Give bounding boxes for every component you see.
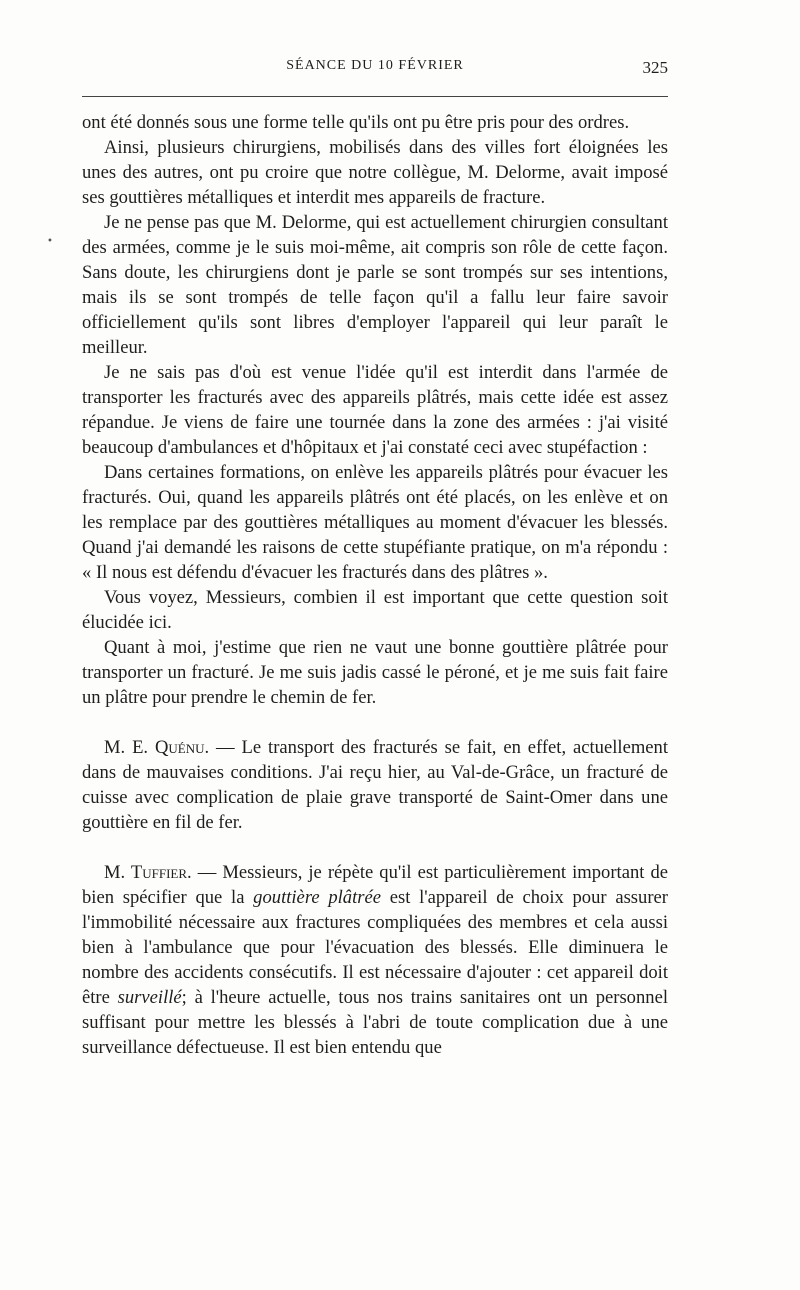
running-title: SÉANCE DU 10 FÉVRIER	[286, 58, 464, 73]
tuffier-text-c: ; à l'heure actuelle, tous nos trains sanitaires ont un personnel suffisant pour mettre les blessés à l'abri de toute complication due à une surveillance défectueuse. Il est bien entendu que	[82, 987, 668, 1058]
tuffier-paragraph	[82, 860, 668, 1060]
paragraph-5: Dans certaines formations, on enlève les appareils plâtrés pour évacuer les fracturés. Oui, quand les appareils plâtrés ont été placés, on les enlève et on les remplace par des gouttières métalliques au moment d'évacuer les blessés. Quand j'ai demandé les raisons de cette stupéfiante pratique, on m'a répondu : « Il nous est défendu d'évacuer les fracturés dans des plâtres ».	[82, 462, 668, 583]
tuffier-text-b: est l'appareil de choix pour assurer l'immobilité nécessaire aux fractures compliquées des membres et cela aussi bien à l'ambulance que pour l'évacuation des blessés. Elle diminuera le nombre des accidents consécutifs. Il est nécessaire d'ajouter : cet appareil doit être	[82, 887, 668, 1008]
quenu-paragraph	[82, 735, 668, 835]
paragraph-1: ont été donnés sous une forme telle qu'ils ont pu être pris pour des ordres.	[82, 112, 630, 133]
margin-dot: •	[47, 236, 53, 247]
tuffier-emphasis-surveille: surveillé	[117, 987, 182, 1008]
paragraph-6: Vous voyez, Messieurs, combien il est important que cette question soit élucidée ici.	[82, 587, 668, 633]
speaker-tuffier: M. Tuffier.	[104, 862, 192, 883]
running-head	[82, 58, 668, 82]
paragraph-3: Je ne pense pas que M. Delorme, qui est actuellement chirurgien consultant des armées, comme je le suis moi-même, ait compris son rôle de cette façon. Sans doute, les chirurgiens dont je parle se sont trompés sur ses intentions, mais ils se sont trompés de telle façon qu'il a fallu leur faire savoir officiellement qu'ils sont libres d'employer l'appareil qui leur paraît le meilleur.	[82, 212, 668, 358]
paragraph-7: Quant à moi, j'estime que rien ne vaut une bonne gouttière plâtrée pour transporter un fracturé. Je me suis jadis cassé le péroné, et je me suis fait faire un plâtre pour prendre le chemin de fer.	[82, 637, 668, 708]
paragraph-2: Ainsi, plusieurs chirurgiens, mobilisés dans des villes fort éloignées les unes des autres, ont pu croire que notre collègue, M. Delorme, avait imposé ses gouttières métalliques et interdit mes appareils de fracture.	[82, 137, 668, 208]
header-rule	[82, 96, 668, 97]
speaker-quenu: M. E. Quénu.	[104, 737, 210, 758]
tuffier-emphasis-gouttiere: gouttière plâtrée	[253, 887, 381, 908]
quenu-text: — Le transport des fracturés se fait, en effet, actuellement dans de mauvaises conditions. J'ai reçu hier, au Val-de-Grâce, un fracturé de cuisse avec complication de plaie grave transporté de Saint-Omer dans une gouttière en fil de fer.	[82, 737, 668, 833]
body-text	[82, 110, 668, 1060]
paragraph-4: Je ne sais pas d'où est venue l'idée qu'il est interdit dans l'armée de transporter les fracturés avec des appareils plâtrés, mais cette idée est assez répandue. Je viens de faire une tournée dans la zone des armées : j'ai visité beaucoup d'ambulances et d'hôpitaux et j'ai constaté ceci avec stupéfaction :	[82, 362, 668, 458]
tuffier-text-a: — Messieurs, je répète qu'il est particulièrement important de bien spécifier que la	[82, 862, 668, 908]
page-number: 325	[642, 58, 668, 77]
